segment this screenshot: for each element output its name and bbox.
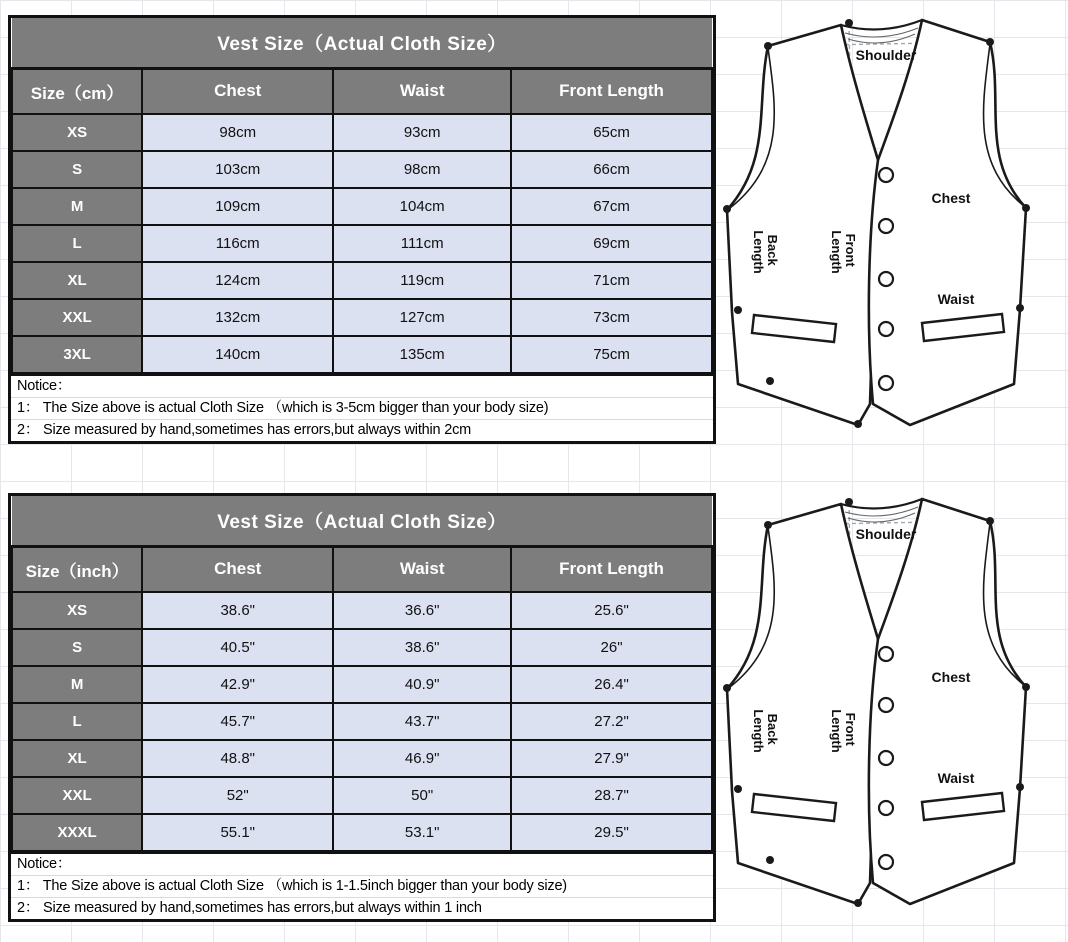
button-icon (879, 801, 893, 815)
value-cell: 25.6" (511, 592, 712, 629)
value-cell: 132cm (142, 299, 333, 336)
notice-line-2: 2： Size measured by hand,sometimes has errors,but always within 1 inch (17, 900, 482, 916)
notice-line-2: 2： Size measured by hand,sometimes has errors,but always within 2cm (17, 422, 472, 438)
notice-cm (11, 374, 713, 441)
value-cell: 40.5" (142, 629, 333, 666)
chest-label: Chest (931, 190, 971, 206)
table-row (12, 629, 712, 666)
size-table-box-inch (8, 493, 716, 922)
table-row (12, 262, 712, 299)
value-cell: 66cm (511, 151, 712, 188)
value-cell: 42.9" (142, 666, 333, 703)
value-cell: 53.1" (333, 814, 511, 851)
table-row (12, 777, 712, 814)
button-icon (879, 855, 893, 869)
value-cell: 135cm (333, 336, 511, 373)
size-label-cell: XS (12, 114, 142, 151)
table-row (12, 151, 712, 188)
value-cell: 124cm (142, 262, 333, 299)
header-row (12, 546, 712, 592)
value-cell: 27.9" (511, 740, 712, 777)
value-cell: 67cm (511, 188, 712, 225)
size-label-cell: XL (12, 262, 142, 299)
table-row (12, 114, 712, 151)
column-header-chest: Chest (142, 546, 333, 592)
value-cell: 45.7" (142, 703, 333, 740)
size-label-cell: L (12, 225, 142, 262)
value-cell: 71cm (511, 262, 712, 299)
value-cell: 111cm (333, 225, 511, 262)
notice-line-1: 1： The Size above is actual Cloth Size （which is 1-1.5inch bigger than your body size) (11, 876, 713, 898)
value-cell: 127cm (333, 299, 511, 336)
table-row (12, 225, 712, 262)
value-cell: 119cm (333, 262, 511, 299)
table-row (12, 299, 712, 336)
table-row (12, 703, 712, 740)
column-header-front-length: Front Length (511, 68, 712, 114)
size-label-cell: XXL (12, 299, 142, 336)
button-icon (879, 219, 893, 233)
size-label-cell: XXL (12, 777, 142, 814)
value-cell: 75cm (511, 336, 712, 373)
notice-line-1: 1： The Size above is actual Cloth Size （which is 3-5cm bigger than your body size) (11, 398, 713, 420)
column-header-waist: Waist (333, 68, 511, 114)
button-icon (879, 647, 893, 661)
value-cell: 98cm (142, 114, 333, 151)
value-cell: 73cm (511, 299, 712, 336)
value-cell: 52" (142, 777, 333, 814)
button-icon (879, 698, 893, 712)
value-cell: 40.9" (333, 666, 511, 703)
notice-inch (11, 852, 713, 919)
chest-label: Chest (931, 669, 971, 685)
shoulder-label: Shoulder (855, 526, 917, 542)
notice-heading: Notice： (11, 376, 713, 398)
value-cell: 103cm (142, 151, 333, 188)
value-cell: 48.8" (142, 740, 333, 777)
value-cell: 116cm (142, 225, 333, 262)
header-row (12, 68, 712, 114)
shoulder-label: Shoulder (855, 47, 917, 63)
value-cell: 69cm (511, 225, 712, 262)
table-title-inch: Vest Size（Actual Cloth Size） (12, 496, 712, 546)
column-header-front-length: Front Length (511, 546, 712, 592)
vest-diagram-icon (718, 491, 1048, 921)
back-length-label: Back Length (751, 709, 780, 753)
button-icon (879, 376, 893, 390)
vest-body (727, 499, 1026, 904)
value-cell: 98cm (333, 151, 511, 188)
column-header-size: Size（cm） (12, 68, 142, 114)
vest-diagram-inch (718, 491, 1048, 921)
table-row (12, 592, 712, 629)
size-label-cell: XS (12, 592, 142, 629)
value-cell: 55.1" (142, 814, 333, 851)
table-row (12, 336, 712, 373)
column-header-chest: Chest (142, 68, 333, 114)
value-cell: 36.6" (333, 592, 511, 629)
table-row (12, 740, 712, 777)
value-cell: 104cm (333, 188, 511, 225)
button-icon (879, 751, 893, 765)
button-icon (879, 322, 893, 336)
vest-body (727, 20, 1026, 425)
waist-label: Waist (937, 291, 975, 307)
value-cell: 140cm (142, 336, 333, 373)
value-cell: 26" (511, 629, 712, 666)
waist-label: Waist (937, 770, 975, 786)
size-label-cell: S (12, 629, 142, 666)
size-label-cell: XXXL (12, 814, 142, 851)
value-cell: 38.6" (333, 629, 511, 666)
notice-heading: Notice： (11, 854, 713, 876)
size-label-cell: S (12, 151, 142, 188)
table-title-cm: Vest Size（Actual Cloth Size） (12, 18, 712, 68)
button-icon (879, 168, 893, 182)
size-label-cell: M (12, 188, 142, 225)
size-label-cell: XL (12, 740, 142, 777)
value-cell: 65cm (511, 114, 712, 151)
value-cell: 29.5" (511, 814, 712, 851)
front-length-label: Front Length (829, 709, 858, 753)
size-table-cm (11, 18, 713, 374)
value-cell: 27.2" (511, 703, 712, 740)
value-cell: 93cm (333, 114, 511, 151)
size-label-cell: L (12, 703, 142, 740)
size-label-cell: 3XL (12, 336, 142, 373)
back-length-label: Back Length (751, 230, 780, 274)
value-cell: 109cm (142, 188, 333, 225)
value-cell: 38.6" (142, 592, 333, 629)
front-length-label: Front Length (829, 230, 858, 274)
value-cell: 50" (333, 777, 511, 814)
value-cell: 43.7" (333, 703, 511, 740)
value-cell: 26.4" (511, 666, 712, 703)
column-header-waist: Waist (333, 546, 511, 592)
size-table-inch (11, 496, 713, 852)
value-cell: 28.7" (511, 777, 712, 814)
button-icon (879, 272, 893, 286)
value-cell: 46.9" (333, 740, 511, 777)
size-label-cell: M (12, 666, 142, 703)
table-row (12, 814, 712, 851)
column-header-size: Size（inch） (12, 546, 142, 592)
size-table-box-cm (8, 15, 716, 444)
vest-diagram-icon (718, 12, 1048, 442)
vest-diagram-cm (718, 12, 1048, 442)
table-row (12, 188, 712, 225)
table-row (12, 666, 712, 703)
